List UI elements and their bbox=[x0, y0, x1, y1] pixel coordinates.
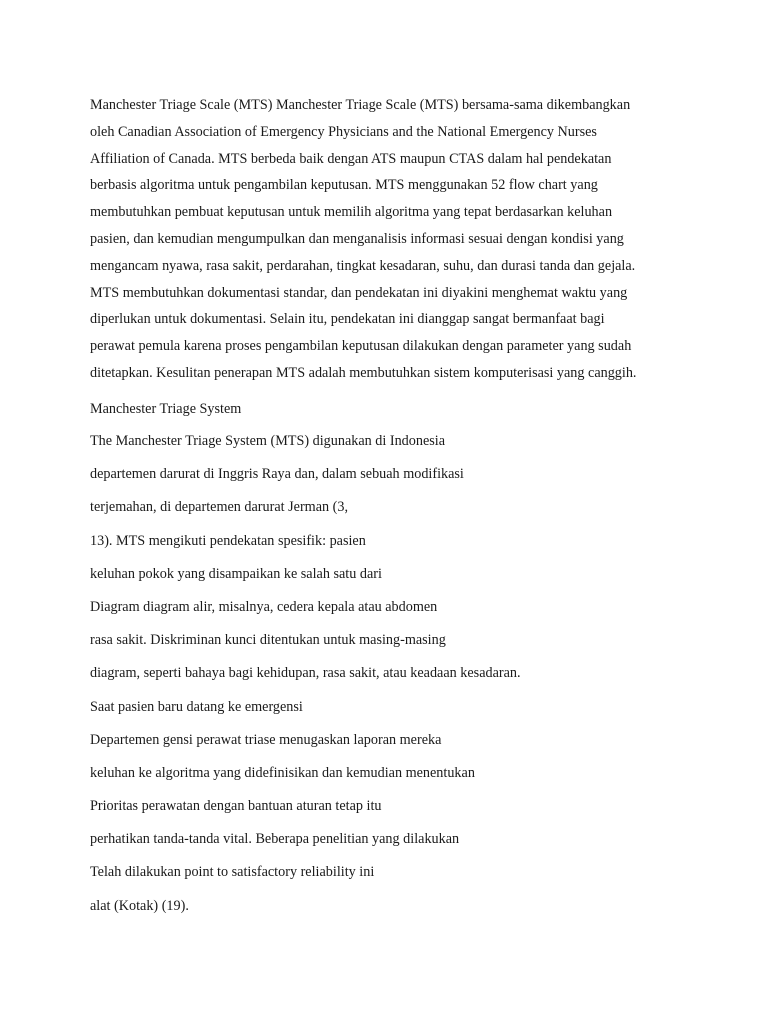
intro-paragraph bbox=[90, 92, 690, 387]
section-line: Prioritas perawatan dengan bantuan aturan tetap itu bbox=[90, 798, 382, 815]
paragraph-line: oleh Canadian Association of Emergency Physicians and the National Emergency Nurses bbox=[90, 123, 597, 140]
section-line: rasa sakit. Diskriminan kunci ditentukan untuk masing-masing bbox=[90, 632, 446, 649]
section-line: departemen darurat di Inggris Raya dan, dalam sebuah modifikasi bbox=[90, 466, 464, 483]
paragraph-line: ditetapkan. Kesulitan penerapan MTS adalah membutuhkan sistem komputerisasi yang canggih. bbox=[90, 364, 637, 381]
section-line: Saat pasien baru datang ke emergensi bbox=[90, 698, 303, 715]
paragraph-line: pasien, dan kemudian mengumpulkan dan menganalisis informasi sesuai dengan kondisi yang bbox=[90, 230, 624, 247]
section-heading: Manchester Triage System bbox=[90, 401, 242, 417]
paragraph-line: Manchester Triage Scale (MTS) Manchester Triage Scale (MTS) bersama-sama dikembangkan bbox=[90, 97, 631, 113]
section-line: 13). MTS mengikuti pendekatan spesifik: pasien bbox=[90, 532, 366, 549]
section-line: keluhan pokok yang disampaikan ke salah satu dari bbox=[90, 565, 382, 582]
section-line: diagram, seperti bahaya bagi kehidupan, rasa sakit, atau keadaan kesadaran. bbox=[90, 665, 521, 682]
paragraph-line: perawat pemula karena proses pengambilan keputusan dilakukan dengan parameter yang sudah bbox=[90, 338, 632, 355]
paragraph-line: Affiliation of Canada. MTS berbeda baik dengan ATS maupun CTAS dalam hal pendekatan bbox=[90, 150, 612, 167]
paragraph-line: MTS membutuhkan dokumentasi standar, dan pendekatan ini diyakini menghemat waktu yang bbox=[90, 284, 628, 301]
paragraph-line: diperlukan untuk dokumentasi. Selain itu, pendekatan ini dianggap sangat bermanfaat bagi bbox=[90, 311, 605, 328]
section-line: perhatikan tanda-tanda vital. Beberapa penelitian yang dilakukan bbox=[90, 831, 460, 848]
section-line: Departemen gensi perawat triase menugaskan laporan mereka bbox=[90, 731, 442, 748]
section-line: The Manchester Triage System (MTS) digunakan di Indonesia bbox=[90, 433, 446, 449]
section-body bbox=[90, 430, 690, 928]
paragraph-line: mengancam nyawa, rasa sakit, perdarahan, tingkat kesadaran, suhu, dan durasi tanda dan gejala. bbox=[90, 257, 636, 274]
section-line: Diagram diagram alir, misalnya, cedera kepala atau abdomen bbox=[90, 598, 438, 615]
section-line: Telah dilakukan point to satisfactory reliability ini bbox=[90, 864, 375, 881]
paragraph-line: membutuhkan pembuat keputusan untuk memilih algoritma yang tepat berdasarkan keluhan bbox=[90, 204, 613, 221]
section-line: alat (Kotak) (19). bbox=[90, 897, 189, 914]
section-line: keluhan ke algoritma yang didefinisikan dan kemudian menentukan bbox=[90, 764, 475, 781]
paragraph-line: berbasis algoritma untuk pengambilan keputusan. MTS menggunakan 52 flow chart yang bbox=[90, 177, 598, 194]
section-line: terjemahan, di departemen darurat Jerman (3, bbox=[90, 499, 349, 516]
